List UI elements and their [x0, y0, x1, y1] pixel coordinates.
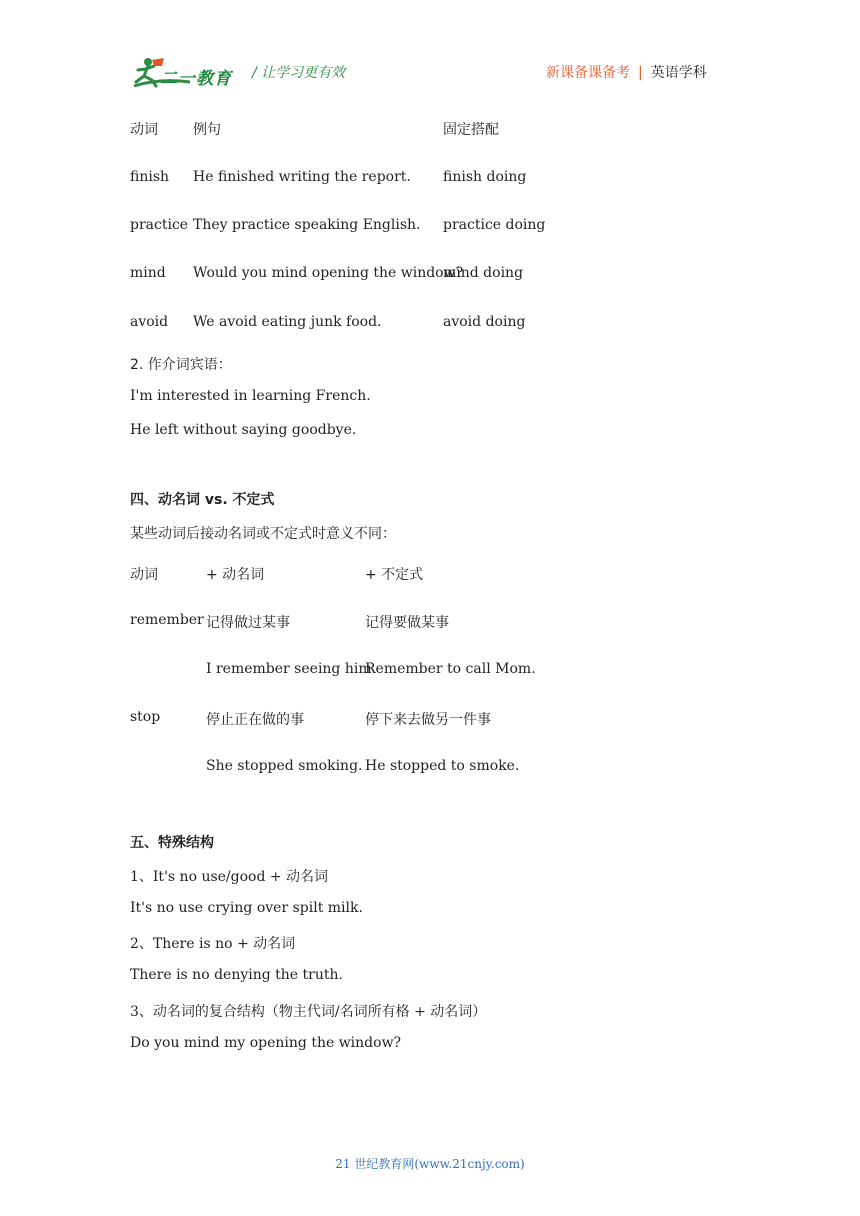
section4-title: 四、动名词 vs. 不定式: [130, 492, 275, 508]
table-cell: He stopped to smoke.: [365, 758, 520, 774]
example-sentence: He left without saying goodbye.: [130, 422, 357, 438]
table-cell: avoid doing: [443, 314, 526, 330]
header-separator: |: [638, 65, 643, 81]
structure-line: 3、动名词的复合结构（物主代词/名词所有格 + 动名词）: [130, 1004, 487, 1020]
table-cell: avoid: [130, 314, 169, 330]
section5-title: 五、特殊结构: [130, 835, 214, 851]
table-cell: 停止正在做的事: [206, 712, 304, 728]
table-cell: They practice speaking English.: [193, 217, 421, 233]
table-cell: 记得要做某事: [365, 615, 449, 631]
table-cell: He finished writing the report.: [193, 169, 411, 185]
table1-header-collocation: 固定搭配: [443, 122, 499, 138]
table1-header-example: 例句: [193, 122, 221, 138]
table-cell: 停下来去做另一件事: [365, 712, 491, 728]
table-cell: mind: [130, 265, 166, 281]
table-cell: Remember to call Mom.: [365, 661, 536, 677]
table-cell: practice doing: [443, 217, 546, 233]
table-cell: We avoid eating junk food.: [193, 314, 382, 330]
table-cell: stop: [130, 709, 161, 725]
table-cell: She stopped smoking.: [206, 758, 363, 774]
table2-header-verb: 动词: [130, 567, 158, 583]
table2-header-infinitive: + 不定式: [365, 567, 424, 583]
table-cell: remember: [130, 612, 204, 628]
example-sentence: Do you mind my opening the window?: [130, 1035, 402, 1051]
header-course: 新课备课备考: [546, 65, 630, 81]
header-slogan: / 让学习更有效: [252, 65, 346, 81]
footer-link[interactable]: 21 世纪教育网(www.21cnjy.com): [335, 1157, 525, 1171]
section4-intro: 某些动词后接动名词或不定式时意义不同：: [130, 526, 396, 542]
table-cell: 记得做过某事: [206, 615, 290, 631]
example-sentence: It's no use crying over spilt milk.: [130, 900, 363, 916]
example-sentence: I'm interested in learning French.: [130, 388, 371, 404]
table2-header-gerund: + 动名词: [206, 567, 265, 583]
table1-header-verb: 动词: [130, 122, 158, 138]
table-cell: finish doing: [443, 169, 527, 185]
example-sentence: There is no denying the truth.: [130, 967, 343, 983]
table-cell: Would you mind opening the window?: [193, 265, 464, 281]
structure-line: 2、There is no + 动名词: [130, 936, 296, 952]
section-prep-title: 2. 作介词宾语：: [130, 357, 232, 373]
structure-line: 1、It's no use/good + 动名词: [130, 869, 329, 885]
table-cell: mind doing: [443, 265, 524, 281]
table-cell: practice: [130, 217, 189, 233]
header-subject-label: 英语学科: [650, 65, 707, 81]
logo-text: 二一教育: [160, 69, 232, 89]
header-subject: [546, 62, 707, 82]
table-cell: I remember seeing him.: [206, 661, 377, 677]
table-cell: finish: [130, 169, 170, 185]
